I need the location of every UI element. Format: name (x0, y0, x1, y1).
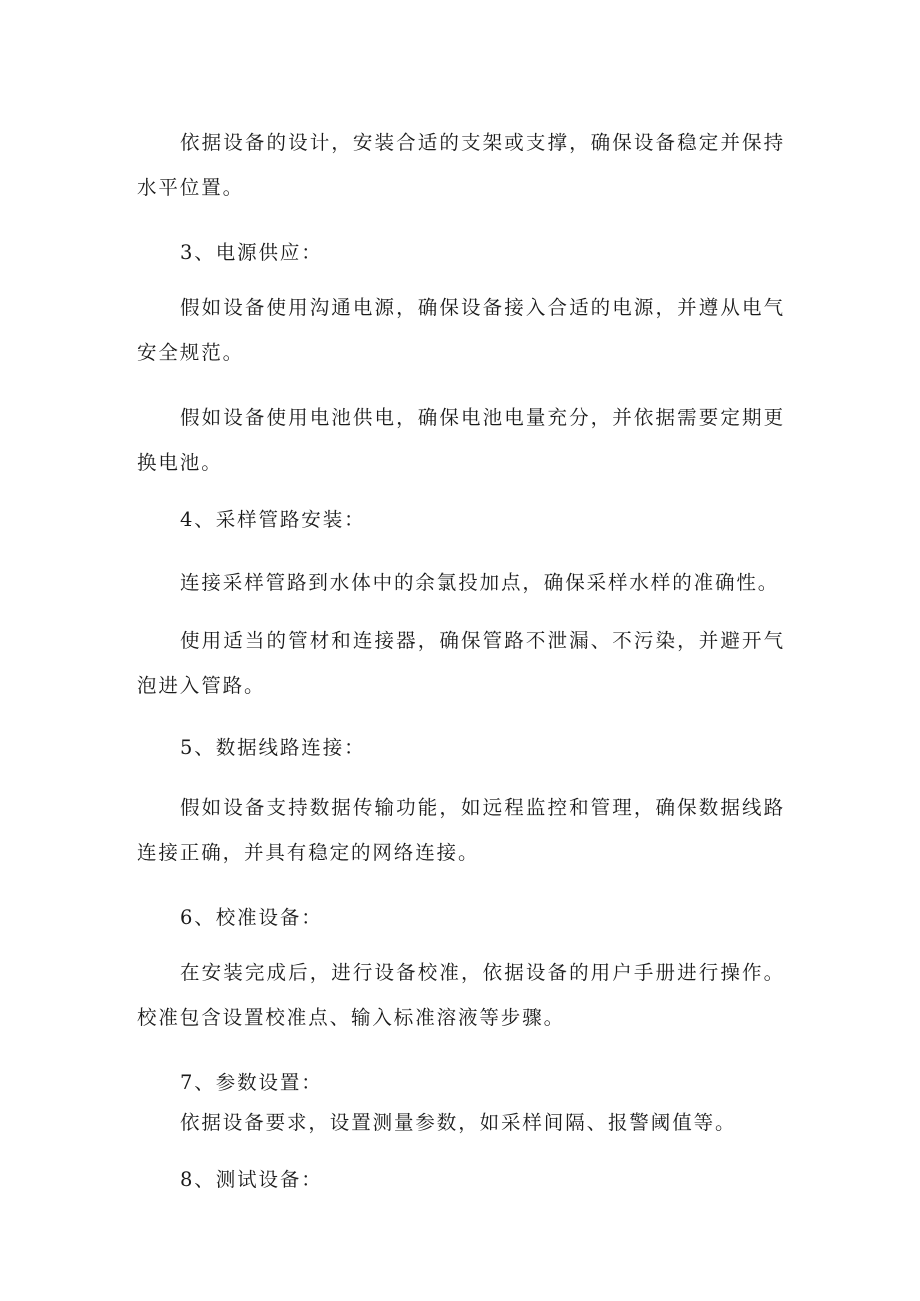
paragraph-calibration-steps: 在安装完成后，进行设备校准，依据设备的用户手册进行操作。校准包含设置校准点、输入标准溶液等步骤。 (137, 961, 785, 1029)
paragraph-mounting: 依据设备的设计，安装合适的支架或支撑，确保设备稳定并保持水平位置。 (137, 131, 785, 199)
paragraph-pipe-materials: 使用适当的管材和连接器，确保管路不泄漏、不污染，并避开气泡进入管路。 (137, 629, 785, 697)
paragraph-battery-power: 假如设备使用电池供电，确保电池电量充分，并依据需要定期更换电池。 (137, 406, 785, 474)
heading-sampling-pipeline: 4、采样管路安装： (180, 508, 366, 531)
paragraph-data-transmission: 假如设备支持数据传输功能，如远程监控和管理，确保数据线路连接正确，并具有稳定的网络连接。 (137, 796, 785, 864)
paragraph-sampling-connection: 连接采样管路到水体中的余氯投加点，确保采样水样的准确性。 (180, 571, 780, 594)
heading-test-device: 8、测试设备： (180, 1168, 323, 1191)
heading-data-line: 5、数据线路连接： (180, 736, 366, 759)
heading-parameter-settings: 7、参数设置： (180, 1071, 323, 1094)
paragraph-parameter-details: 依据设备要求，设置测量参数，如采样间隔、报警阈值等。 (180, 1111, 737, 1134)
heading-calibration: 6、校准设备： (180, 906, 323, 929)
paragraph-ac-power: 假如设备使用沟通电源，确保设备接入合适的电源，并遵从电气安全规范。 (137, 296, 785, 364)
heading-power-supply: 3、电源供应： (180, 241, 323, 264)
